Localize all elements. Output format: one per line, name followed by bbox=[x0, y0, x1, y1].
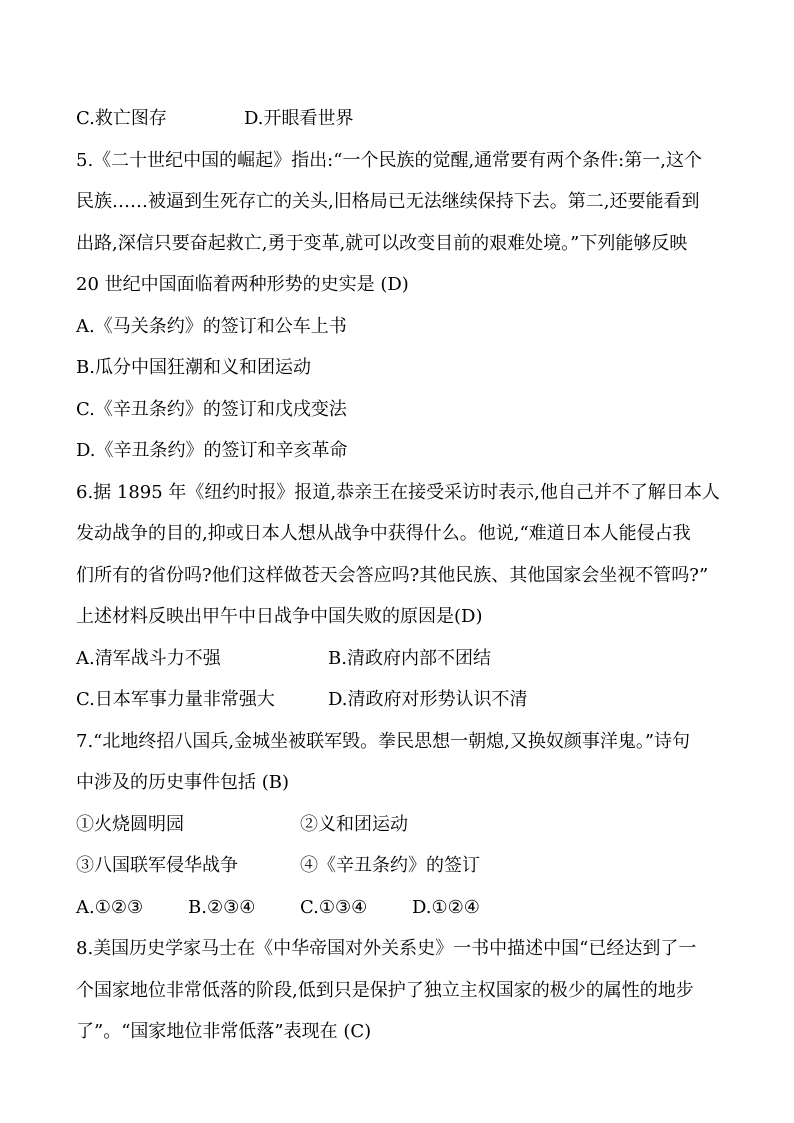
q6-options-row-1 bbox=[76, 638, 736, 680]
q5-stem-line-4: 20 世纪中国面临着两种形势的史实是 (D) bbox=[76, 274, 409, 295]
q7-option-a: A.①②③ bbox=[76, 896, 144, 918]
q6-option-b: B.清政府内部不团结 bbox=[328, 647, 491, 669]
q5-option-c: C.《辛丑条约》的签订和戊戌变法 bbox=[76, 398, 347, 420]
q7-item-3: ③八国联军侵华战争 bbox=[76, 855, 238, 876]
q7-item-4: ④《辛丑条约》的签订 bbox=[300, 855, 480, 876]
q7-options-row bbox=[76, 887, 736, 929]
q6-options-row-2 bbox=[76, 679, 736, 721]
q7-stem-line-1: 7.“北地终招八国兵,金城坐被联军毁。拳民思想一朝熄,又换奴颜事洋鬼。”诗句 bbox=[76, 730, 691, 752]
q7-option-d: D.①②④ bbox=[412, 896, 480, 918]
q7-item-1: ①火烧圆明园 bbox=[76, 813, 184, 835]
q5-stem-line-3: 出路,深信只要奋起救亡,勇于变革,就可以改变目前的艰难处境。”下列能够反映 bbox=[76, 232, 688, 254]
q7-item-2: ②义和团运动 bbox=[300, 813, 408, 835]
q6-option-a: A.清军战斗力不强 bbox=[76, 647, 221, 669]
q7-items-row-2 bbox=[76, 845, 736, 887]
q4-options-row bbox=[76, 98, 736, 140]
question-5 bbox=[76, 140, 736, 472]
q5-option-b: B.瓜分中国狂潮和义和团运动 bbox=[76, 357, 311, 378]
document-page bbox=[76, 98, 736, 1053]
q8-stem-line-1: 8.美国历史学家马士在《中华帝国对外关系史》一书中描述中国“已经达到了一 bbox=[76, 938, 697, 959]
question-8 bbox=[76, 928, 736, 1053]
q5-option-a: A.《马关条约》的签订和公车上书 bbox=[76, 315, 347, 337]
q7-option-c: C.①③④ bbox=[300, 896, 368, 918]
question-6 bbox=[76, 472, 736, 721]
q6-stem-line-1: 6.据 1895 年《纽约时报》报道,恭亲王在接受采访时表示,他自己并不了解日本人 bbox=[76, 481, 720, 503]
q4-option-c: C.救亡图存 bbox=[76, 108, 167, 129]
q6-option-d: D.清政府对形势认识不清 bbox=[328, 689, 528, 710]
q6-stem-line-2: 发动战争的目的,抑或日本人想从战争中获得什么。他说,“难道日本人能侵占我 bbox=[76, 523, 691, 544]
q4-option-d: D.开眼看世界 bbox=[244, 108, 354, 129]
q5-option-d: D.《辛丑条约》的签订和辛亥革命 bbox=[76, 440, 348, 461]
q6-stem-line-4: 上述材料反映出甲午中日战争中国失败的原因是(D) bbox=[76, 606, 483, 627]
q8-stem-line-3: 了”。“国家地位非常低落”表现在 (C) bbox=[76, 1021, 372, 1042]
q5-stem-line-1: 5.《二十世纪中国的崛起》指出:“一个民族的觉醒,通常要有两个条件:第一,这个 bbox=[76, 149, 702, 171]
q6-option-c: C.日本军事力量非常强大 bbox=[76, 689, 275, 710]
question-7 bbox=[76, 721, 736, 929]
q7-stem-line-2: 中涉及的历史事件包括 (B) bbox=[76, 772, 289, 793]
q5-stem-line-2: 民族……被逼到生死存亡的关头,旧格局已无法继续保持下去。第二,还要能看到 bbox=[76, 191, 700, 212]
q8-stem-line-2: 个国家地位非常低落的阶段,低到只是保护了独立主权国家的极少的属性的地步 bbox=[76, 979, 694, 1001]
q6-stem-line-3: 们所有的省份吗?他们这样做苍天会答应吗?其他民族、其他国家会坐视不管吗?” bbox=[76, 564, 709, 586]
q7-items-row-1 bbox=[76, 804, 736, 846]
q7-option-b: B.②③④ bbox=[188, 896, 256, 918]
